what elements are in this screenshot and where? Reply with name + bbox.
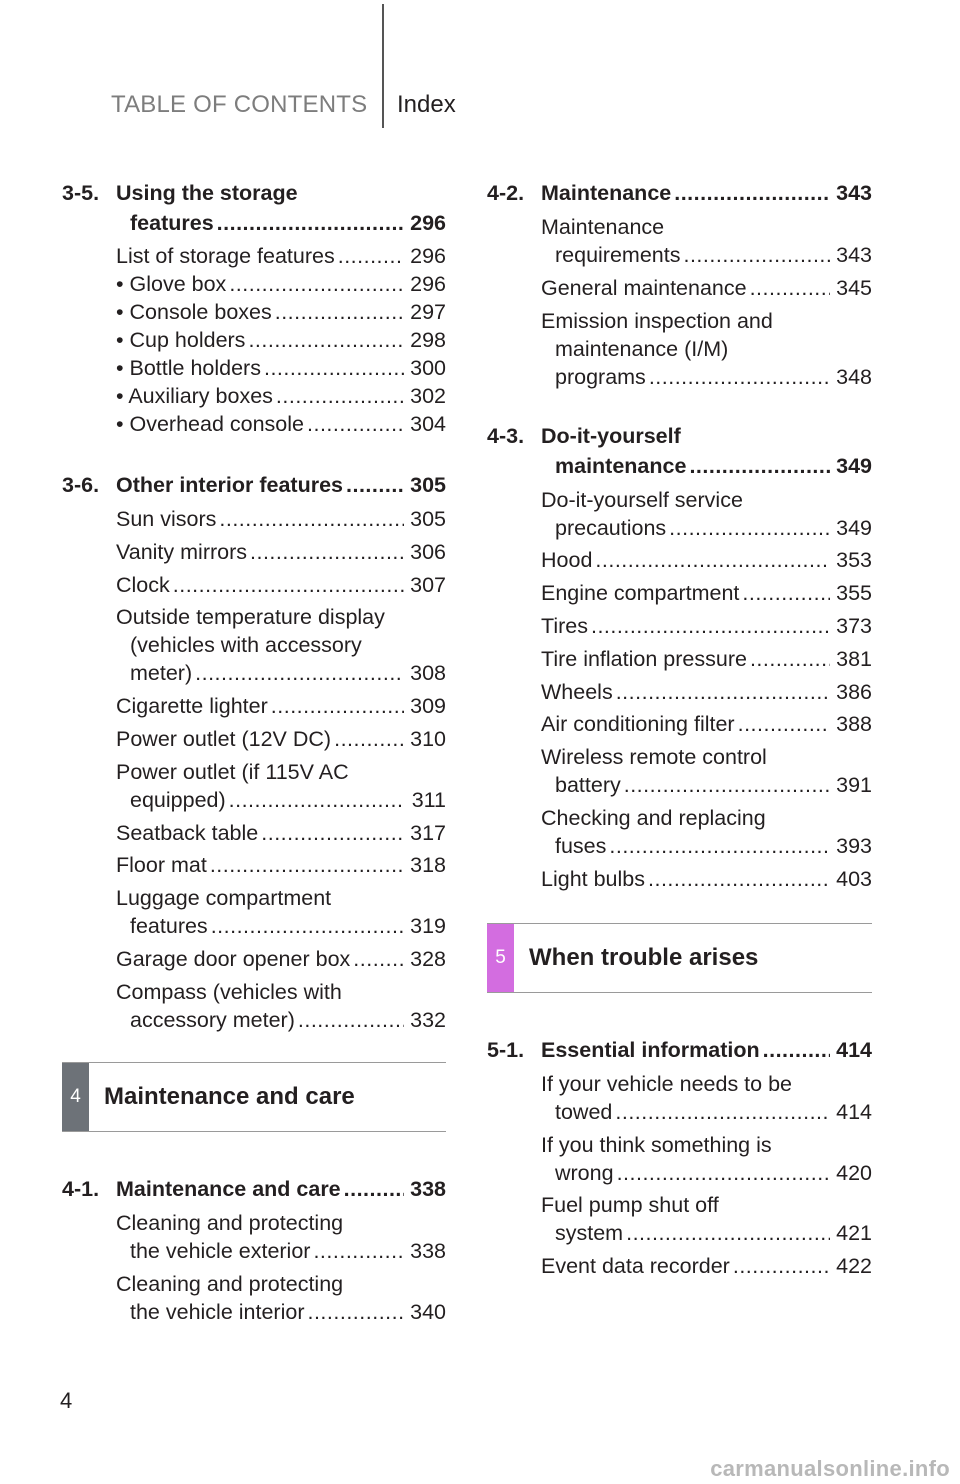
chapter-title: When trouble arises	[529, 943, 759, 971]
entry-page: 296	[410, 272, 446, 296]
entry-label: accessory meter)	[130, 1007, 295, 1032]
toc-entry[interactable]	[541, 274, 872, 302]
leader-dots	[250, 538, 404, 566]
leader-dots	[750, 274, 830, 302]
entry-label-line1: Checking and replacing	[541, 805, 766, 830]
leader-dots	[763, 1035, 830, 1065]
entry-page: 311	[411, 787, 446, 812]
entry-label: system	[555, 1221, 624, 1246]
entry-label: • Auxiliary boxes	[116, 384, 273, 408]
entry-page: 349	[836, 515, 872, 540]
toc-entry[interactable]	[541, 486, 872, 542]
entry-page: 310	[410, 726, 446, 751]
leader-dots	[229, 270, 404, 298]
section-heading[interactable]	[62, 178, 446, 238]
section-number: 3-6.	[62, 473, 100, 497]
section-4-1	[62, 1174, 446, 1326]
section-title: Maintenance and care	[116, 1176, 341, 1201]
toc-entry[interactable]	[116, 819, 446, 847]
entry-label-line1: If your vehicle needs to be	[541, 1071, 792, 1096]
section-4-3	[487, 421, 872, 893]
entry-label-line1: Fuel pump shut off	[541, 1193, 719, 1218]
section-title-line2: features	[130, 211, 214, 235]
entry-page: 381	[836, 646, 872, 671]
entry-label: Clock	[116, 572, 170, 597]
leader-dots	[275, 298, 404, 326]
toc-entry[interactable]	[116, 978, 446, 1034]
left-column	[62, 178, 446, 1352]
entry-page: 317	[410, 820, 446, 845]
section-page: 343	[836, 181, 872, 205]
entry-page: 340	[410, 1299, 446, 1324]
toc-entry[interactable]	[116, 326, 446, 354]
toc-entry[interactable]	[116, 851, 446, 879]
entry-label: General maintenance	[541, 275, 747, 300]
toc-entry[interactable]	[116, 354, 446, 382]
toc-entry[interactable]	[116, 382, 446, 410]
entry-page: 309	[410, 694, 446, 719]
entry-label: wrong	[555, 1160, 614, 1185]
section-number: 4-1.	[62, 1176, 100, 1201]
chapter-5-header[interactable]	[487, 923, 872, 993]
entry-page: 318	[410, 853, 446, 878]
entry-label: fuses	[555, 833, 607, 858]
entry-label: Air conditioning filter	[541, 712, 735, 737]
entry-page: 328	[410, 946, 446, 971]
header-nav	[0, 0, 960, 130]
leader-dots	[210, 851, 404, 879]
entry-page: 386	[836, 679, 872, 704]
leader-dots	[617, 1159, 830, 1187]
toc-entry[interactable]	[541, 804, 872, 860]
entry-label: precautions	[555, 515, 667, 540]
entry-label-line1: Power outlet (if 115V AC	[116, 759, 349, 784]
leader-dots	[248, 326, 404, 354]
toc-entry[interactable]	[541, 710, 872, 738]
entry-label: • Glove box	[116, 272, 227, 296]
entry-label: Sun visors	[116, 507, 217, 531]
leader-dots	[649, 363, 830, 391]
entry-label: Cigarette lighter	[116, 694, 268, 719]
entry-page: 373	[836, 613, 872, 638]
leader-dots	[313, 1237, 404, 1265]
entry-label-line1: Cleaning and protecting	[116, 1271, 344, 1296]
toc-entry[interactable]	[116, 505, 446, 533]
leader-dots	[750, 645, 830, 673]
section-number: 5-1.	[487, 1037, 525, 1062]
section-3-5	[62, 178, 446, 438]
leader-dots	[626, 1219, 830, 1247]
section-heading[interactable]	[487, 1035, 872, 1065]
section-heading[interactable]	[62, 470, 446, 500]
toc-entry[interactable]	[116, 270, 446, 298]
section-page: 349	[836, 453, 872, 478]
section-title-line1: Using the storage	[116, 181, 298, 205]
entry-label-line2: (vehicles with accessory	[130, 633, 362, 658]
entry-page: 307	[410, 572, 446, 597]
entry-page: 348	[836, 364, 872, 389]
entry-label: Power outlet (12V DC)	[116, 726, 332, 751]
entry-label: Light bulbs	[541, 866, 645, 891]
entry-label: Garage door opener box	[116, 946, 351, 971]
watermark: carmanualsonline.info	[710, 1456, 950, 1481]
leader-dots	[195, 659, 404, 687]
entry-page: 300	[410, 356, 446, 380]
toc-entry[interactable]	[541, 743, 872, 799]
section-title-line1: Do-it-yourself	[541, 423, 681, 448]
entry-label: battery	[555, 773, 621, 798]
chapter-number-tab: 5	[487, 924, 514, 992]
toc-entry[interactable]	[116, 410, 446, 438]
entry-label: Seatback table	[116, 820, 259, 845]
entry-label: the vehicle exterior	[130, 1238, 311, 1263]
entry-label: Floor mat	[116, 853, 207, 878]
section-page: 338	[410, 1176, 446, 1201]
entry-label-line1: If you think something is	[541, 1132, 772, 1157]
entry-label-line1: Wireless remote control	[541, 745, 767, 770]
toc-entry[interactable]	[541, 645, 872, 673]
leader-dots	[344, 1174, 404, 1204]
entry-page: 304	[410, 412, 446, 436]
toc-entry[interactable]	[541, 1070, 872, 1126]
section-page: 296	[410, 211, 446, 235]
entry-label-line2: maintenance (I/M)	[555, 336, 729, 361]
toc-entry[interactable]	[116, 725, 446, 753]
section-title: Other interior features	[116, 473, 343, 497]
toc-entry[interactable]	[541, 1131, 872, 1187]
entry-page: 421	[836, 1221, 872, 1246]
nav-divider	[382, 4, 384, 128]
leader-dots	[307, 1298, 404, 1326]
toc-entry[interactable]	[541, 546, 872, 574]
leader-dots	[346, 470, 404, 500]
leader-dots	[217, 208, 404, 238]
leader-dots	[338, 242, 404, 270]
leader-dots	[591, 612, 830, 640]
entry-label: Hood	[541, 548, 593, 573]
toc-entry[interactable]	[541, 213, 872, 269]
index-link[interactable]: Index	[397, 91, 456, 118]
leader-dots	[689, 451, 830, 481]
entry-label-line1: Emission inspection and	[541, 308, 773, 333]
toc-entry[interactable]	[116, 884, 446, 940]
entry-page: 302	[410, 384, 446, 408]
section-page: 414	[836, 1037, 872, 1062]
leader-dots	[276, 382, 404, 410]
leader-dots	[738, 710, 830, 738]
entry-page: 305	[410, 507, 446, 531]
entry-label: List of storage features	[116, 244, 335, 268]
toc-entry[interactable]	[541, 579, 872, 607]
entry-label-line1: Do-it-yourself service	[541, 487, 743, 512]
chapter-4-header[interactable]	[62, 1062, 446, 1132]
entry-label: requirements	[555, 243, 681, 267]
toc-entry[interactable]	[541, 612, 872, 640]
section-page: 305	[410, 473, 446, 497]
entry-label: features	[130, 914, 208, 939]
toc-entry[interactable]	[116, 1270, 446, 1326]
table-of-contents-link[interactable]: TABLE OF CONTENTS	[111, 91, 368, 118]
entry-page: 391	[836, 773, 872, 798]
leader-dots	[353, 945, 404, 973]
entry-page: 297	[410, 300, 446, 324]
toc-entry[interactable]	[541, 865, 872, 893]
section-title-line2: maintenance	[555, 453, 687, 478]
toc-entry[interactable]	[541, 307, 872, 391]
toc-entry[interactable]	[116, 945, 446, 973]
entry-page: 332	[410, 1007, 446, 1032]
leader-dots	[219, 505, 404, 533]
toc-entry[interactable]	[116, 571, 446, 599]
entry-label-line1: Cleaning and protecting	[116, 1210, 344, 1235]
toc-entry[interactable]	[116, 692, 446, 720]
leader-dots	[733, 1252, 830, 1280]
section-heading[interactable]	[487, 178, 872, 208]
leader-dots	[609, 832, 830, 860]
toc-entry[interactable]	[116, 758, 446, 814]
toc-entry[interactable]	[116, 1209, 446, 1265]
section-heading[interactable]	[62, 1174, 446, 1204]
entry-label: Wheels	[541, 679, 613, 704]
entry-page: 319	[410, 914, 446, 939]
leader-dots	[615, 1098, 830, 1126]
toc-entry[interactable]	[541, 1252, 872, 1280]
entry-label: • Cup holders	[116, 328, 246, 352]
leader-dots	[669, 514, 830, 542]
entry-page: 414	[836, 1099, 872, 1124]
leader-dots	[742, 579, 830, 607]
entry-page: 308	[410, 661, 446, 686]
toc-entry[interactable]	[116, 242, 446, 270]
entry-label: the vehicle interior	[130, 1299, 305, 1324]
entry-label: programs	[555, 364, 646, 389]
leader-dots	[211, 912, 404, 940]
entry-page: 345	[836, 275, 872, 300]
page-number: 4	[60, 1388, 73, 1413]
entry-page: 355	[836, 581, 872, 606]
section-number: 4-2.	[487, 181, 525, 205]
toc-entry[interactable]	[116, 603, 446, 687]
leader-dots	[624, 771, 830, 799]
entry-page: 353	[836, 548, 872, 573]
toc-entry[interactable]	[116, 538, 446, 566]
entry-label: Tire inflation pressure	[541, 646, 747, 671]
leader-dots	[298, 1006, 404, 1034]
entry-label: • Console boxes	[116, 300, 272, 324]
entry-label: towed	[555, 1099, 613, 1124]
entry-page: 422	[836, 1254, 872, 1279]
toc-entry[interactable]	[541, 678, 872, 706]
leader-dots	[264, 354, 404, 382]
leader-dots	[334, 725, 404, 753]
toc-entry[interactable]	[116, 298, 446, 326]
entry-label: Event data recorder	[541, 1254, 730, 1279]
leader-dots	[271, 692, 404, 720]
entry-page: 338	[410, 1238, 446, 1263]
chapter-number-tab: 4	[62, 1063, 89, 1131]
leader-dots	[229, 786, 404, 814]
section-heading[interactable]	[487, 421, 872, 481]
leader-dots	[595, 546, 830, 574]
leader-dots	[683, 241, 830, 269]
section-title: Essential information	[541, 1037, 760, 1062]
right-column	[487, 178, 872, 1306]
entry-label: Engine compartment	[541, 581, 740, 606]
leader-dots	[648, 865, 830, 893]
entry-page: 388	[836, 712, 872, 737]
entry-label-line1: Outside temperature display	[116, 605, 385, 630]
section-number: 4-3.	[487, 423, 525, 448]
entry-label: equipped)	[130, 787, 226, 812]
section-number: 3-5.	[62, 181, 100, 205]
entry-label-line1: Luggage compartment	[116, 886, 332, 911]
entry-page: 296	[410, 244, 446, 268]
leader-dots	[307, 410, 404, 438]
entry-page: 420	[836, 1160, 872, 1185]
entry-label: meter)	[130, 661, 193, 686]
entry-page: 403	[836, 866, 872, 891]
entry-label: • Overhead console	[116, 412, 304, 436]
chapter-title: Maintenance and care	[104, 1082, 355, 1110]
entry-label: Tires	[541, 613, 588, 638]
section-5-1	[487, 1035, 872, 1280]
entry-page: 298	[410, 328, 446, 352]
section-3-6	[62, 470, 446, 1034]
entry-label-line1: Compass (vehicles with	[116, 979, 342, 1004]
leader-dots	[173, 571, 404, 599]
entry-label: • Bottle holders	[116, 356, 261, 380]
section-4-2	[487, 178, 872, 391]
entry-page: 393	[836, 833, 872, 858]
section-title: Maintenance	[541, 181, 672, 205]
leader-dots	[261, 819, 404, 847]
leader-dots	[616, 678, 830, 706]
leader-dots	[674, 178, 830, 208]
entry-label: Vanity mirrors	[116, 539, 248, 564]
entry-label-line1: Maintenance	[541, 215, 665, 239]
entry-page: 306	[410, 539, 446, 564]
entry-page: 343	[836, 243, 872, 267]
toc-entry[interactable]	[541, 1191, 872, 1247]
